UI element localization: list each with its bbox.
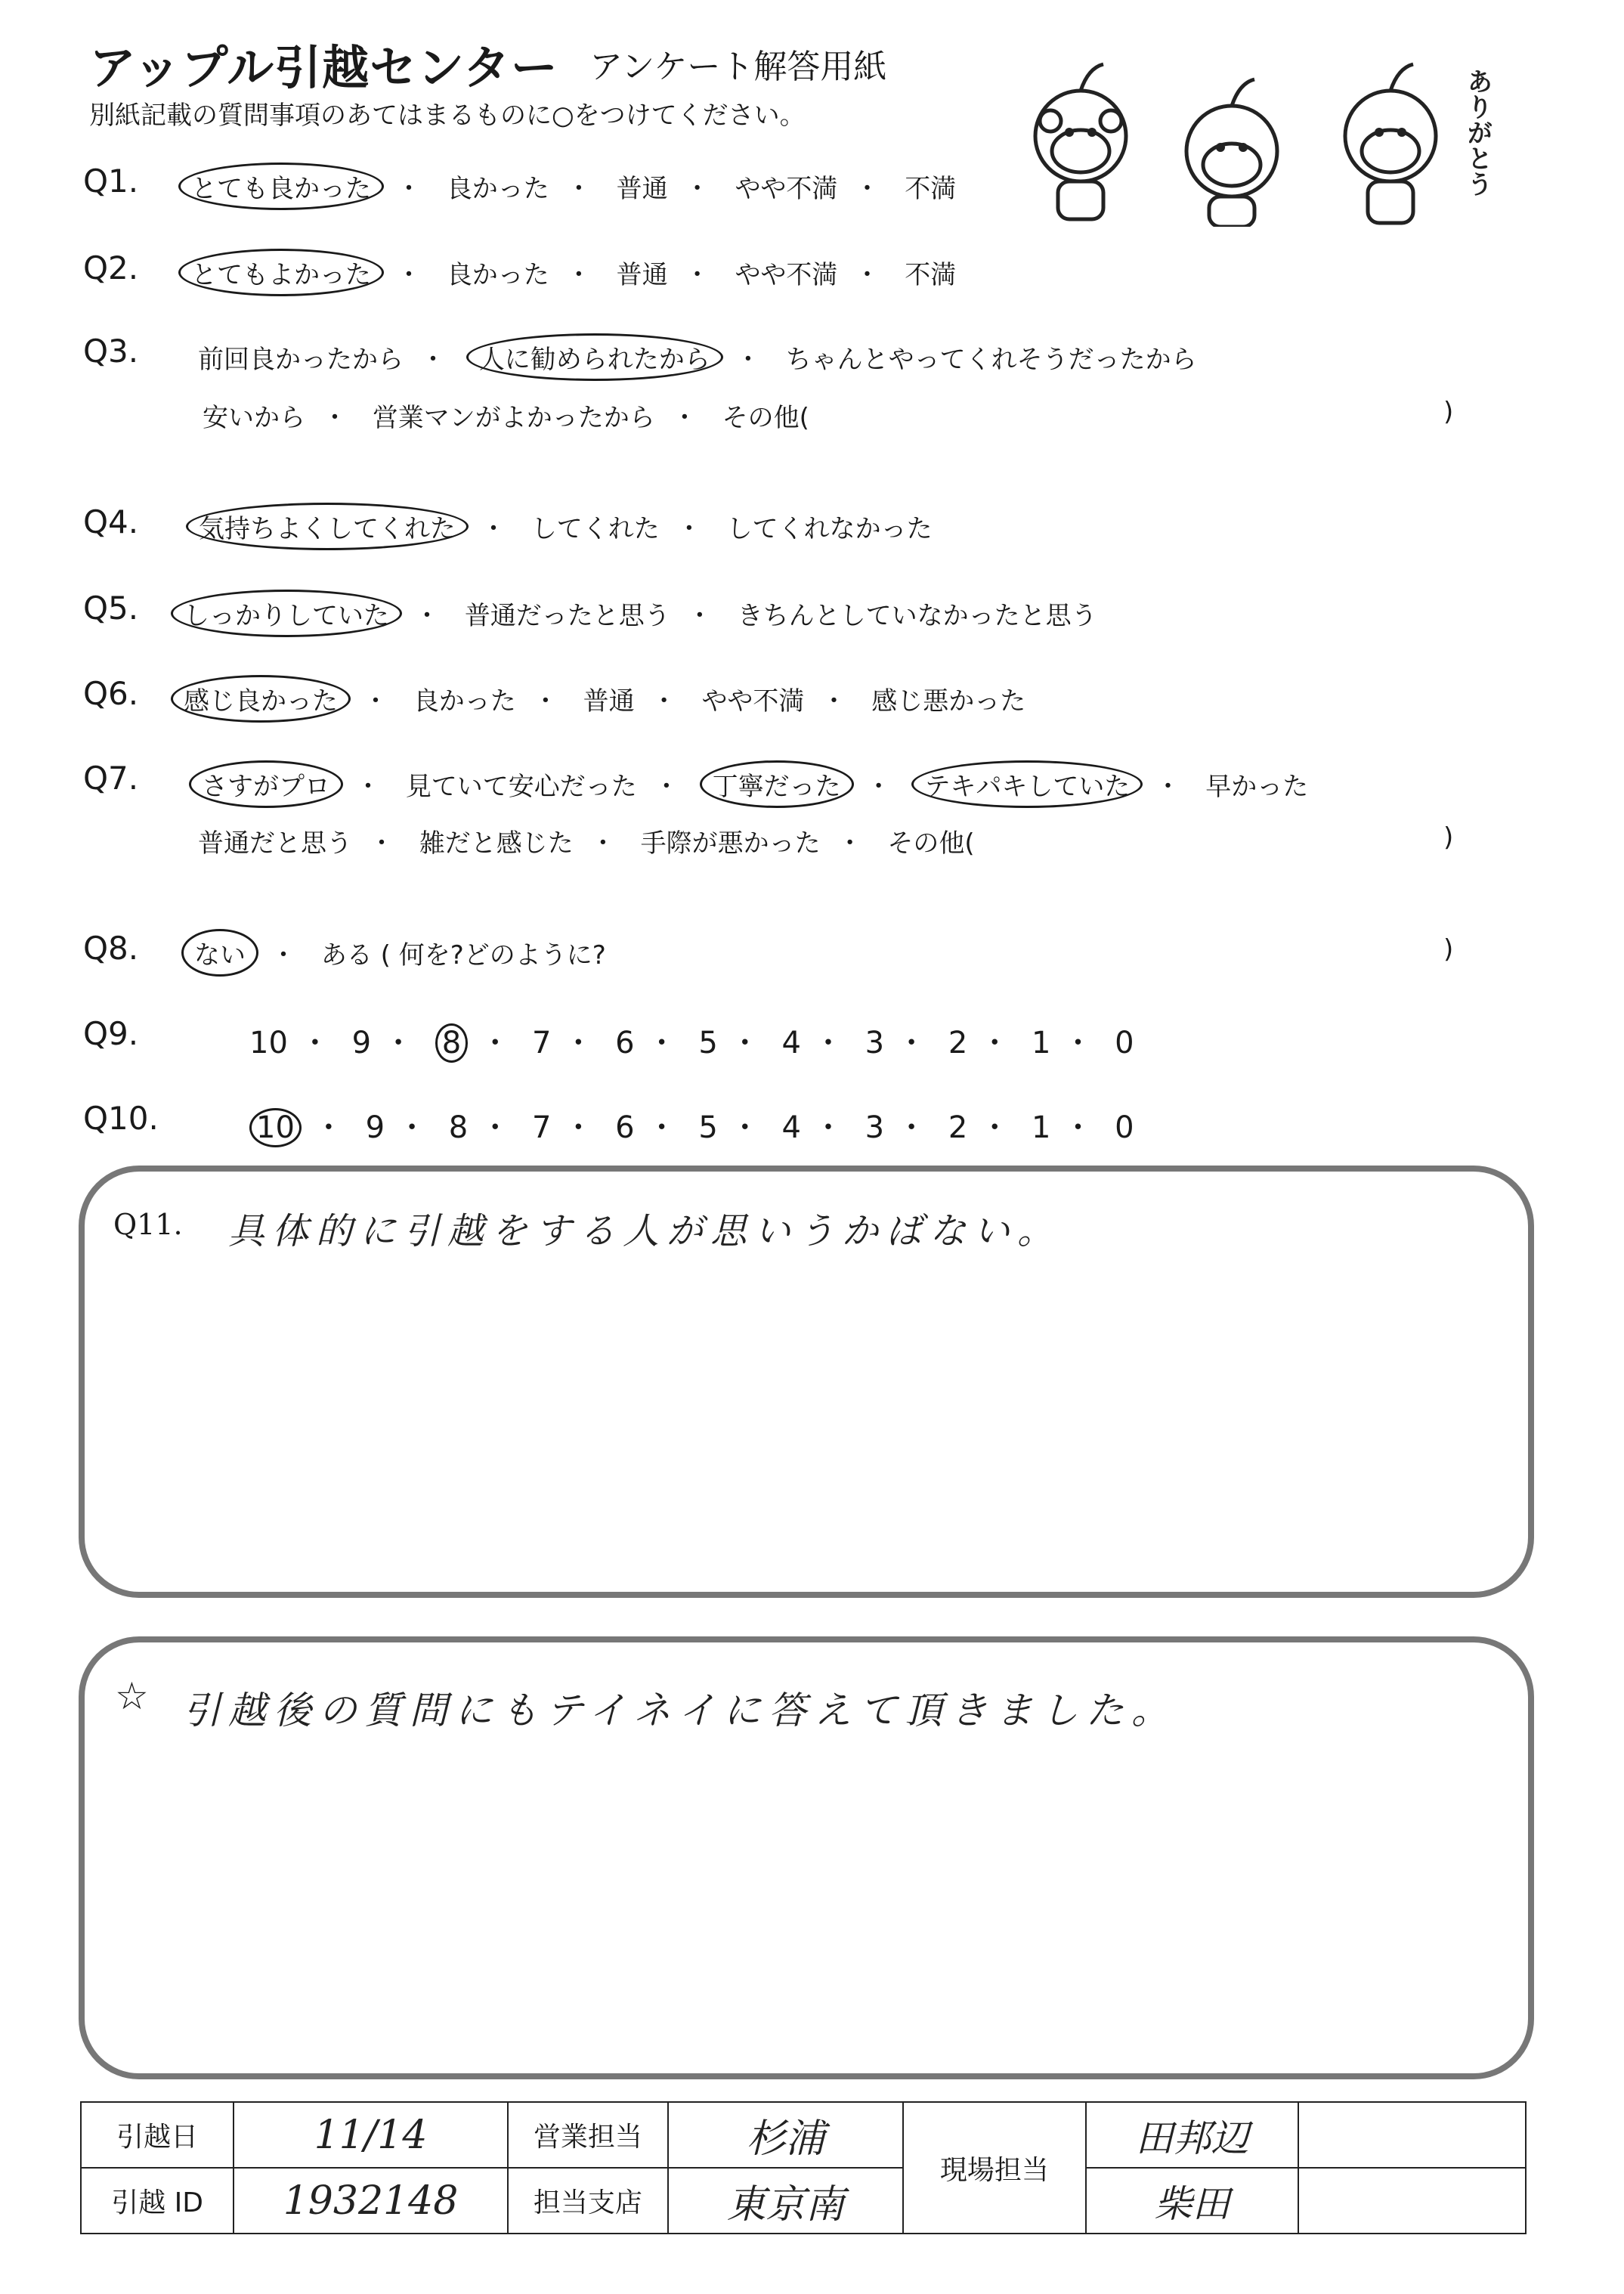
q1-option-2[interactable]: 良かった [446, 174, 549, 204]
move-date-value[interactable]: 11/14 [234, 2102, 508, 2168]
q10-score-2[interactable]: 2 [948, 1110, 968, 1145]
q9-score-9[interactable]: 9 [351, 1026, 372, 1060]
q9-score-5[interactable]: 5 [698, 1026, 718, 1060]
q9-label: Q9. [83, 1015, 139, 1052]
q10-score-1[interactable]: 1 [1032, 1110, 1051, 1145]
q3-option-3[interactable]: ちゃんとやってくれそうだったから [785, 345, 1197, 375]
q7-option-3[interactable]: 丁寧だった [700, 760, 854, 808]
q8-options: ない ・ ある ( 何を?どのように? [181, 934, 611, 971]
instructions: 別紙記載の質問事項のあてはまるものに○をつけてください。 [89, 101, 806, 131]
q4-options: 気持ちよくしてくれた ・ してくれた ・ してくれなかった [186, 508, 937, 545]
q4-option-1[interactable]: 気持ちよくしてくれた [186, 503, 469, 550]
q2-option-2[interactable]: 良かった [446, 260, 549, 290]
q7-option-4[interactable]: テキパキしていた [911, 760, 1143, 808]
comment-box[interactable] [79, 1636, 1534, 2079]
q3-option-4[interactable]: 安いから [203, 403, 305, 433]
branch-value[interactable]: 東京南 [668, 2168, 903, 2234]
q8-option-1[interactable]: ない [181, 929, 258, 977]
q4-option-2[interactable]: してくれた [531, 514, 660, 544]
q10-score-4[interactable]: 4 [781, 1110, 801, 1145]
q6-options: 感じ良かった ・ 良かった ・ 普通 ・ やや不満 ・ 感じ悪かった [171, 680, 1030, 717]
q4-option-3[interactable]: してくれなかった [726, 514, 933, 544]
q6-option-1[interactable]: 感じ良かった [171, 675, 351, 723]
q6-option-2[interactable]: 良かった [413, 686, 516, 717]
q6-option-3[interactable]: 普通 [583, 686, 635, 717]
q7-option-other[interactable]: その他( [887, 828, 975, 859]
q1-option-4[interactable]: やや不満 [735, 174, 838, 204]
q1-option-3[interactable]: 普通 [616, 174, 668, 204]
q7-option-8[interactable]: 手際が悪かった [640, 828, 821, 859]
q9-score-10[interactable]: 10 [249, 1026, 288, 1060]
q6-option-5[interactable]: 感じ悪かった [871, 686, 1026, 717]
q7-option-7[interactable]: 雑だと感じた [419, 828, 574, 859]
q5-options: しっかりしていた ・ 普通だったと思う ・ きちんとしていなかったと思う [171, 595, 1102, 632]
site-value-2[interactable]: 柴田 [1086, 2168, 1298, 2234]
q7-close-paren: ) [1443, 822, 1454, 853]
q3-option-1[interactable]: 前回良かったから [198, 345, 404, 375]
q2-option-4[interactable]: やや不満 [735, 260, 838, 290]
q9-score-4[interactable]: 4 [781, 1026, 801, 1060]
q8-label: Q8. [83, 930, 139, 967]
q2-label: Q2. [83, 249, 139, 286]
site-label: 現場担当 [903, 2102, 1086, 2234]
q5-option-2[interactable]: 普通だったと思う [464, 601, 670, 631]
monkey-mascot-illustration [1013, 38, 1496, 227]
q1-option-5[interactable]: 不満 [905, 174, 957, 204]
q10-score-9[interactable]: 9 [365, 1110, 385, 1145]
q11-answer-box[interactable] [79, 1166, 1534, 1598]
q3-option-other[interactable]: その他( [722, 403, 809, 433]
q10-score-3[interactable]: 3 [865, 1110, 885, 1145]
star-icon: ☆ [115, 1674, 149, 1718]
q10-label: Q10. [83, 1100, 159, 1137]
move-id-value[interactable]: 1932148 [234, 2168, 508, 2234]
move-id-label: 引越 ID [81, 2168, 234, 2234]
q2-option-3[interactable]: 普通 [616, 260, 668, 290]
comment-handwritten-text: 引越後の質問にもテイネイに答えて頂きました。 [183, 1689, 1177, 1732]
q11-handwritten-answer: 具体的に引越をする人が思いうかばない。 [228, 1210, 1062, 1252]
q1-label: Q1. [83, 163, 139, 200]
q2-options: とてもよかった ・ 良かった ・ 普通 ・ やや不満 ・ 不満 [178, 254, 960, 291]
sales-value[interactable]: 杉浦 [668, 2102, 903, 2168]
branch-label: 担当支店 [508, 2168, 668, 2234]
q10-score-0[interactable]: 0 [1115, 1110, 1134, 1145]
q10-score-5[interactable]: 5 [698, 1110, 718, 1145]
q7-option-2[interactable]: 見ていて安心だった [405, 772, 637, 802]
q9-score-1[interactable]: 1 [1032, 1026, 1051, 1060]
q8-close-paren: ) [1443, 934, 1454, 964]
q10-scale: 10 ・ 9 ・ 8 ・ 7 ・ 6 ・ 5 ・ 4 ・ 3 ・ 2 ・ 1 ・ 0 [249, 1104, 1134, 1147]
company-title: アップル引越センター [89, 40, 558, 95]
q10-score-8[interactable]: 8 [448, 1110, 469, 1145]
q9-score-8[interactable]: 8 [435, 1023, 468, 1063]
q9-score-2[interactable]: 2 [948, 1026, 968, 1060]
q6-option-4[interactable]: やや不満 [701, 686, 805, 717]
q4-label: Q4. [83, 503, 139, 540]
q11-label: Q11. [113, 1208, 183, 1241]
q8-option-2[interactable]: ある ( 何を?どのように? [320, 940, 606, 971]
site-extra-cell-2[interactable] [1298, 2168, 1526, 2234]
q3-close-paren: ) [1443, 397, 1454, 427]
q7-label: Q7. [83, 760, 139, 797]
mascot-caption: ありがとう [1462, 68, 1493, 197]
q5-option-1[interactable]: しっかりしていた [171, 590, 402, 637]
q3-options-row2: 安いから ・ 営業マンがよかったから ・ その他( [198, 397, 814, 434]
q1-options: とても良かった ・ 良かった ・ 普通 ・ やや不満 ・ 不満 [178, 168, 960, 205]
sales-label: 営業担当 [508, 2102, 668, 2168]
q3-options: 前回良かったから ・ 人に勧められたから ・ ちゃんとやってくれそうだったから [193, 339, 1202, 376]
q9-score-3[interactable]: 3 [865, 1026, 885, 1060]
q2-option-1[interactable]: とてもよかった [178, 249, 384, 296]
q6-label: Q6. [83, 675, 139, 712]
move-date-label: 引越日 [81, 2102, 234, 2168]
q7-option-1[interactable]: さすがプロ [189, 760, 343, 808]
q7-option-6[interactable]: 普通だと思う [198, 828, 352, 859]
q7-options-row2: 普通だと思う ・ 雑だと感じた ・ 手際が悪かった ・ その他( [193, 822, 979, 859]
q10-score-7[interactable]: 7 [531, 1110, 552, 1145]
q9-score-0[interactable]: 0 [1115, 1026, 1134, 1060]
q5-option-3[interactable]: きちんとしていなかったと思う [737, 601, 1097, 631]
site-value-1[interactable]: 田邦辺 [1086, 2102, 1298, 2168]
q7-option-5[interactable]: 早かった [1205, 772, 1309, 802]
q3-label: Q3. [83, 333, 139, 370]
q3-option-2[interactable]: 人に勧められたから [466, 333, 723, 381]
q9-score-6[interactable]: 6 [615, 1026, 635, 1060]
footer-table [80, 2101, 1527, 2234]
q10-score-6[interactable]: 6 [615, 1110, 635, 1145]
q7-options: さすがプロ ・ 見ていて安心だった ・ 丁寧だった ・ テキパキしていた ・ 早かった [189, 766, 1313, 803]
form-subtitle: アンケート解答用紙 [589, 48, 887, 86]
q2-option-5[interactable]: 不満 [905, 260, 957, 290]
q9-score-7[interactable]: 7 [531, 1026, 552, 1060]
q3-option-5[interactable]: 営業マンがよかったから [372, 403, 655, 433]
q10-score-10[interactable]: 10 [249, 1108, 302, 1147]
site-extra-cell-1[interactable] [1298, 2102, 1526, 2168]
q5-label: Q5. [83, 590, 139, 627]
q1-option-1[interactable]: とても良かった [178, 163, 384, 210]
q9-scale: 10 ・ 9 ・ 8 ・ 7 ・ 6 ・ 5 ・ 4 ・ 3 ・ 2 ・ 1 ・ 0 [249, 1019, 1134, 1062]
